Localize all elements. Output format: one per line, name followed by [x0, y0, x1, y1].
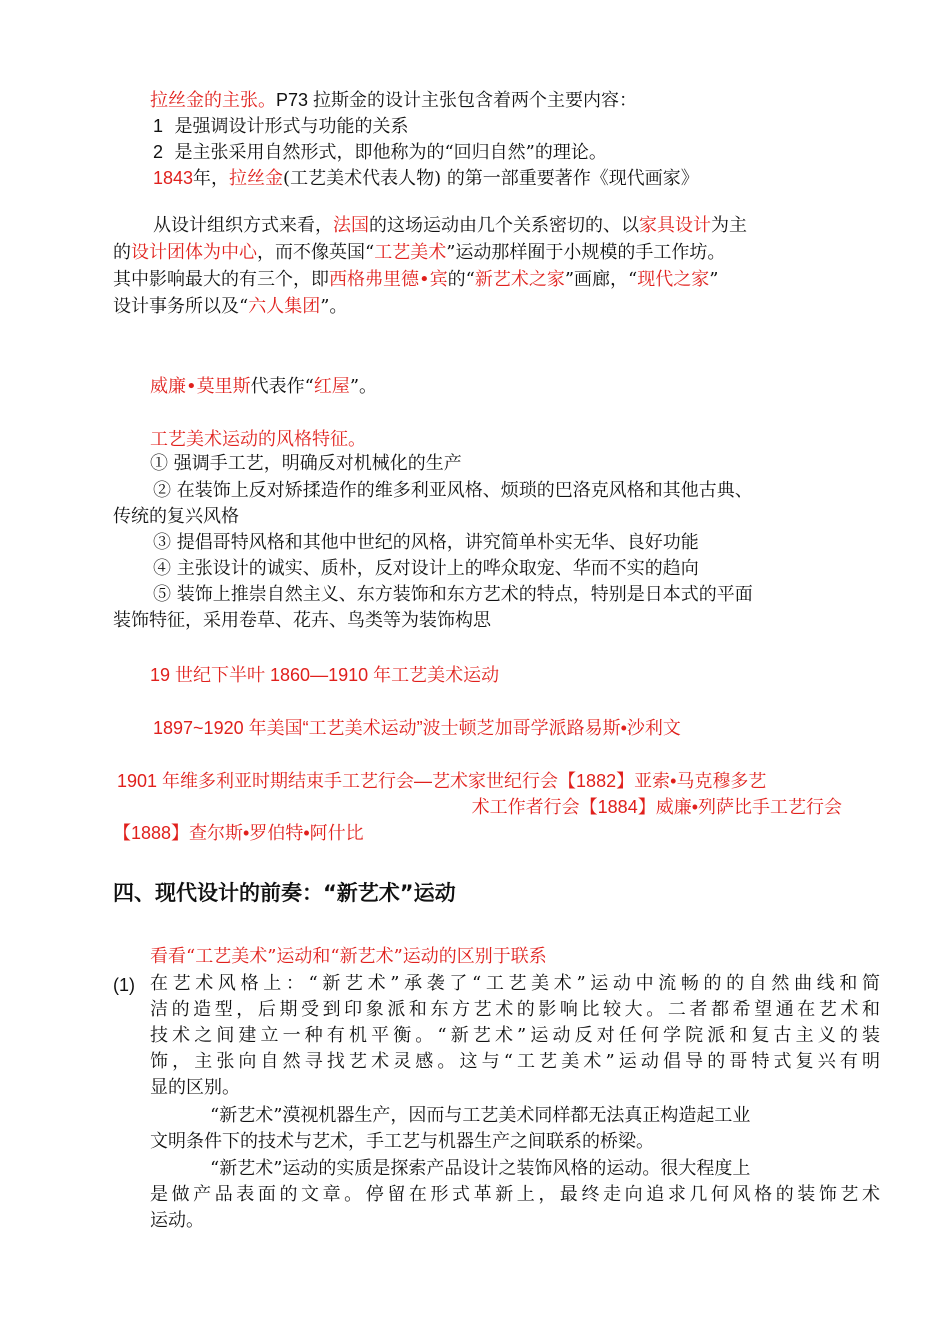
- note-3-tail: 【1888】查尔斯•罗伯特•阿什比: [113, 823, 364, 843]
- section-subtitle: 看看“工艺美术”运动和“新艺术”运动的区别于联系: [150, 946, 547, 967]
- style-item-2-cont: 传统的复兴风格: [113, 506, 239, 527]
- ruskin-work-line: [153, 165, 699, 192]
- france-line-1: [153, 213, 747, 239]
- style-item-5: ⑤ 装饰上推崇自然主义、东方装饰和东方艺术的特点，特别是日本式的平面: [153, 584, 753, 605]
- highlight: 新艺术之家: [474, 269, 565, 290]
- point-number: 2: [153, 142, 164, 162]
- section-heading: 四、现代设计的前奏：“新艺术”运动: [113, 881, 456, 905]
- text: 代表作“: [250, 376, 314, 397]
- ruskin-line: [150, 87, 637, 114]
- point-text: 是主张采用自然形式，即他称为的“回归自然”的理论。: [174, 142, 607, 163]
- style-item-5-cont: 装饰特征，采用卷草、花卉、鸟类等为装饰构思: [113, 610, 491, 631]
- text: 设计事务所以及“: [113, 296, 249, 317]
- text: 为主: [711, 215, 747, 236]
- highlight: 红屋: [313, 376, 350, 397]
- text: 从设计组织方式来看，: [153, 215, 333, 236]
- text: 的“: [447, 269, 475, 290]
- text: ”运动那样囿于小规模的手工作坊。: [446, 242, 726, 263]
- list-number: (1): [113, 975, 135, 995]
- france-line-3: [113, 267, 718, 293]
- text: ，而不像英国“: [257, 242, 375, 263]
- note-2: 1897~1920 年美国“工艺美术运动”波士顿芝加哥学派路易斯•沙利文: [153, 718, 681, 738]
- year: 1843: [153, 168, 194, 188]
- highlight: 工艺美术: [374, 242, 447, 263]
- note-3: 1901 年维多利亚时期结束手工艺行会—艺术家世纪行会【1882】亚索•马克穆多艺: [117, 771, 767, 791]
- note-3-cont: 术工作者行会【1884】威廉•列萨比手工艺行会: [471, 797, 842, 817]
- france-line-4: [113, 294, 347, 320]
- style-title: 工艺美术运动的风格特征。: [150, 429, 366, 450]
- paragraph-1-line-3: 技术之间建立一种有机平衡。“新艺术”运动反对任何学院派和复古主义的装: [150, 1025, 880, 1046]
- paragraph-3-line-1: “新艺术”运动的实质是探索产品设计之装饰风格的运动。很大程度上: [210, 1158, 751, 1179]
- text: ”画廊，“: [564, 269, 638, 290]
- text: (工艺美术代表人物) 的第一部重要著作《现代画家》: [283, 168, 699, 189]
- text: ”。: [320, 296, 348, 317]
- style-item-2: ② 在装饰上反对矫揉造作的维多利亚风格、烦琐的巴洛克风格和其他古典、: [153, 480, 753, 501]
- paragraph-2-line-2: 文明条件下的技术与艺术，手工艺与机器生产之间联系的桥梁。: [150, 1131, 654, 1152]
- ruskin-point-2: [153, 139, 607, 166]
- point-text: 是强调设计形式与功能的关系: [174, 116, 409, 137]
- paragraph-1-line-1: 在艺术风格上：“新艺术”承袭了“工艺美术”运动中流畅的的自然曲线和简: [150, 973, 880, 994]
- highlight: 设计团体为中心: [131, 242, 257, 263]
- ruskin-intro: P73 拉斯金的设计主张包含着两个主要内容：: [276, 90, 638, 110]
- highlight: 现代之家: [637, 269, 710, 290]
- paragraph-3-line-2: 是做产品表面的文章。停留在形式革新上，最终走向追求几何风格的装饰艺术: [150, 1184, 880, 1205]
- ruskin-point-1: [153, 113, 408, 140]
- text: ”: [709, 269, 719, 290]
- paragraph-1-line-4: 饰，主张向自然寻找艺术灵感。这与“工艺美术”运动倡导的哥特式复兴有明: [150, 1051, 880, 1072]
- paragraph-1-line-5: 显的区别。: [150, 1077, 240, 1098]
- paragraph-3-line-3: 运动。: [150, 1210, 204, 1231]
- paragraph-2-line-1: “新艺术”漠视机器生产，因而与工艺美术同样都无法真正构造起工业: [210, 1105, 751, 1126]
- text: 年，: [193, 168, 230, 189]
- style-item-4: ④ 主张设计的诚实、质朴，反对设计上的哗众取宠、华而不实的趋向: [153, 558, 699, 579]
- person-name: 威廉•莫里斯: [150, 376, 251, 397]
- highlight: 六人集团: [248, 296, 321, 317]
- point-number: 1: [153, 116, 164, 136]
- highlight: 家具设计: [639, 215, 711, 236]
- style-item-3: ③ 提倡哥特风格和其他中世纪的风格，讲究简单朴实无华、良好功能: [153, 532, 699, 553]
- morris-line: [150, 374, 377, 400]
- person-name: 拉丝金: [229, 168, 284, 189]
- ruskin-title: 拉丝金的主张。: [150, 90, 276, 111]
- text: 的这场运动由几个关系密切的、以: [369, 215, 639, 236]
- text: 其中影响最大的有三个，即: [113, 269, 329, 290]
- highlight: 法国: [333, 215, 369, 236]
- paragraph-1-line-2: 洁的造型，后期受到印象派和东方艺术的影响比较大。二者都希望通在艺术和: [150, 999, 880, 1020]
- style-item-1: ① 强调手工艺，明确反对机械化的生产: [150, 453, 462, 474]
- highlight: 西格弗里德•宾: [329, 269, 448, 290]
- text: 的: [113, 242, 131, 263]
- text: ”。: [349, 376, 378, 397]
- france-line-2: [113, 240, 725, 266]
- note-1: 19 世纪下半叶 1860—1910 年工艺美术运动: [150, 665, 500, 685]
